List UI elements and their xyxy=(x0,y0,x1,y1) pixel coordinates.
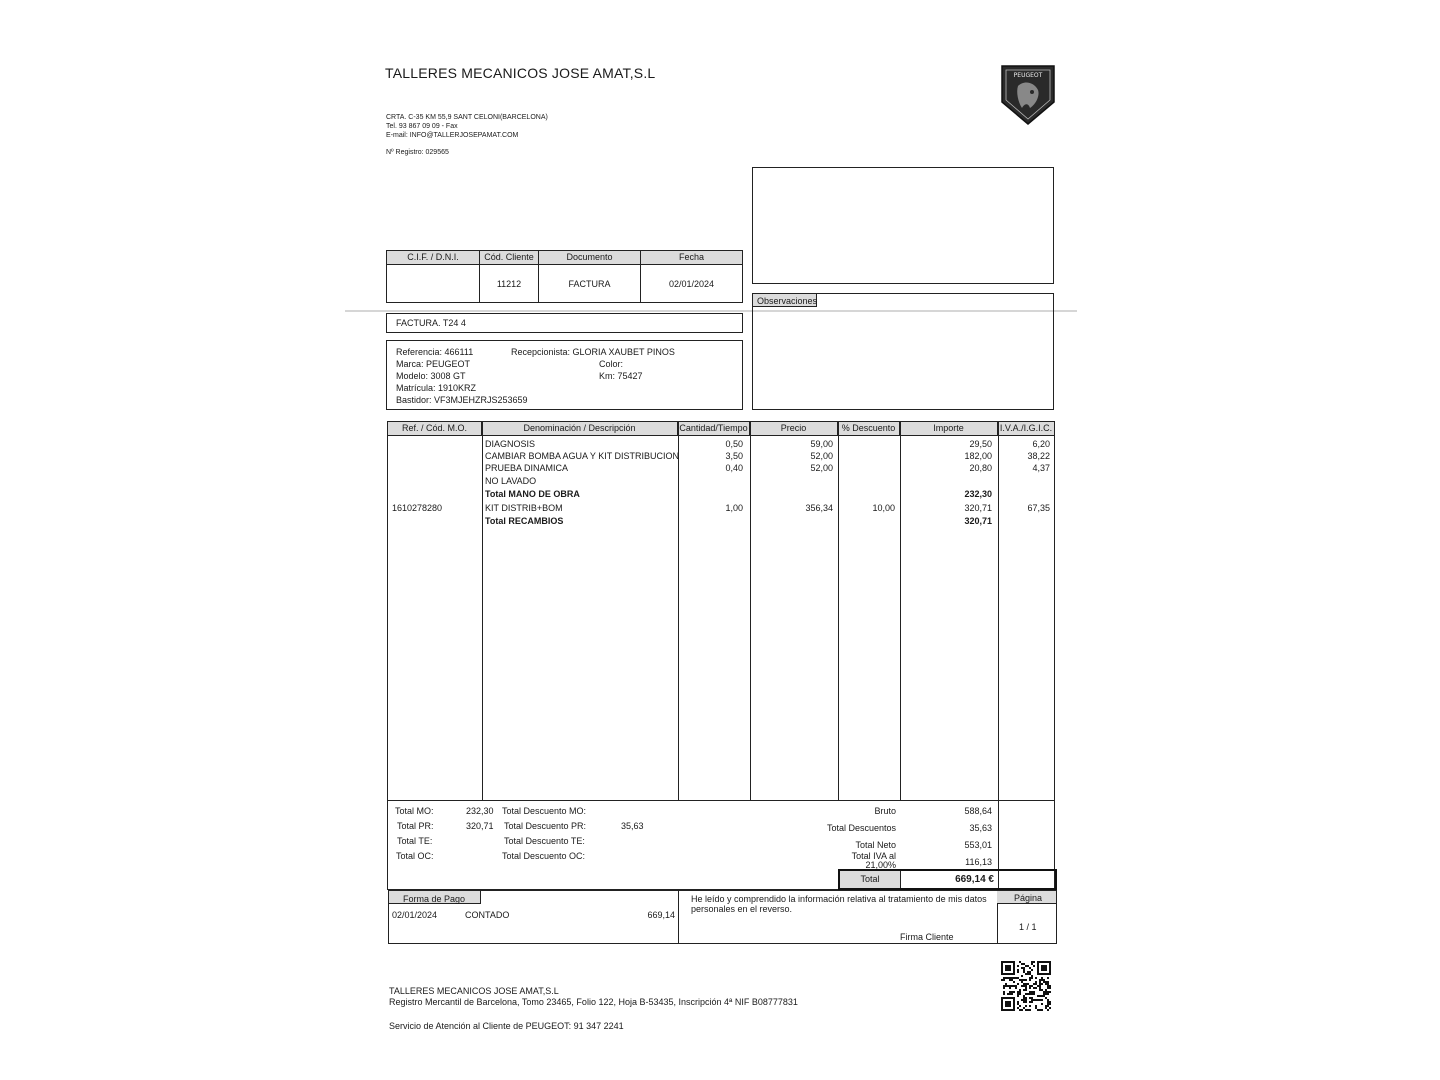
line-iva: 38,22 xyxy=(1027,451,1050,461)
neto-value: 553,01 xyxy=(964,840,992,850)
col-iva: I.V.A./I.G.I.C. xyxy=(999,423,1053,433)
header-documento: Documento xyxy=(539,251,641,264)
vehicle-matricula: Matrícula: 1910KRZ xyxy=(396,383,477,393)
firma-cliente: Firma Cliente xyxy=(900,932,954,942)
vehicle-bastidor: Bastidor: VF3MJEHZRJS253659 xyxy=(396,395,528,405)
company-email: E-mail: INFO@TALLERJOSEPAMAT.COM xyxy=(386,132,519,139)
line-desc: Total RECAMBIOS xyxy=(485,516,564,526)
line-ref: 1610278280 xyxy=(392,503,443,513)
line-disc: 10,00 xyxy=(872,503,895,513)
line-qty: 3,50 xyxy=(725,451,743,461)
line-price: 52,00 xyxy=(810,463,833,473)
line-iva: 4,37 xyxy=(1032,463,1050,473)
header-fecha: Fecha xyxy=(641,251,742,264)
total-oc-label: Total OC: xyxy=(396,851,434,861)
vehicle-color: Color: xyxy=(599,359,624,369)
line-desc: CAMBIAR BOMBA AGUA Y KIT DISTRIBUCION xyxy=(485,451,680,461)
vehicle-info-box xyxy=(386,340,743,410)
payment-box xyxy=(388,890,1057,944)
discount-oc-label: Total Descuento OC: xyxy=(502,851,586,861)
descuentos-label: Total Descuentos xyxy=(826,823,896,833)
header-cif: C.I.F. / D.N.I. xyxy=(387,251,480,264)
total-te-label: Total TE: xyxy=(397,836,433,846)
invoice-number-box xyxy=(386,313,743,333)
logo-text: PEUGEOT xyxy=(1013,72,1043,79)
footer-service: Servicio de Atención al Cliente de PEUGEOT: 91 347 2241 xyxy=(389,1021,624,1031)
payment-method: CONTADO xyxy=(465,910,510,920)
line-qty: 0,50 xyxy=(725,439,743,449)
iva-label: Total IVA al 21,00% xyxy=(851,851,896,870)
col-importe: Importe xyxy=(900,422,998,435)
line-desc: KIT DISTRIB+BOM xyxy=(485,503,563,513)
grand-total-value: 669,14 € xyxy=(901,871,999,888)
line-amount: 29,50 xyxy=(969,439,992,449)
vehicle-modelo: Modelo: 3008 GT xyxy=(396,371,466,381)
observaciones-label: Observaciones xyxy=(757,296,818,306)
line-qty: 1,00 xyxy=(725,503,743,513)
line-qty: 0,40 xyxy=(725,463,743,473)
line-iva: 67,35 xyxy=(1027,503,1050,513)
discount-te-label: Total Descuento TE: xyxy=(504,836,585,846)
grand-total-box xyxy=(838,869,1057,890)
total-pr-label: Total PR: xyxy=(397,821,434,831)
line-price: 59,00 xyxy=(810,439,833,449)
company-name: TALLERES MECANICOS JOSE AMAT,S.L xyxy=(385,65,656,81)
company-registry: Nº Registro: 029565 xyxy=(386,149,449,156)
vehicle-km: Km: 75427 xyxy=(599,371,643,381)
line-amount: 182,00 xyxy=(964,451,992,461)
pagina-label: Página xyxy=(1014,893,1043,903)
payment-amount: 669,14 xyxy=(647,910,675,920)
col-precio: Precio xyxy=(750,422,838,435)
col-descuento: % Descuento xyxy=(838,422,900,435)
total-mo-value: 232,30 xyxy=(466,806,494,816)
line-desc: NO LAVADO xyxy=(485,476,537,486)
qr-code xyxy=(1001,961,1051,1011)
col-cantidad: Cantidad/Tiempo xyxy=(678,422,750,435)
bruto-label: Bruto xyxy=(874,806,896,816)
discount-pr-value: 35,63 xyxy=(621,821,644,831)
line-price: 356,34 xyxy=(805,503,833,513)
line-amount: 232,30 xyxy=(964,489,992,499)
col-descripcion: Denominación / Descripción xyxy=(482,422,678,435)
privacy-notice: He leído y comprendido la información relativa al tratamiento de mis datos personales en el reverso. xyxy=(691,894,987,914)
footer-company: TALLERES MECANICOS JOSE AMAT,S.L xyxy=(389,986,559,996)
cod-cliente-value: 11212 xyxy=(480,265,539,303)
payment-date: 02/01/2024 xyxy=(392,910,438,920)
descuentos-value: 35,63 xyxy=(969,823,992,833)
header-cod-cliente: Cód. Cliente xyxy=(480,251,539,264)
iva-value: 116,13 xyxy=(965,857,992,867)
fecha-value: 02/01/2024 xyxy=(668,279,715,289)
company-phone: Tel. 93 867 09 09 - Fax xyxy=(386,123,458,130)
discount-mo-label: Total Descuento MO: xyxy=(502,806,587,816)
discount-pr-label: Total Descuento PR: xyxy=(504,821,587,831)
pagina-value: 1 / 1 xyxy=(1019,922,1037,932)
invoice-lines-table xyxy=(387,421,1055,801)
total-mo-label: Total MO: xyxy=(395,806,434,816)
invoice-number: FACTURA. T24 4 xyxy=(396,318,466,328)
bruto-value: 588,64 xyxy=(964,806,992,816)
footer-registry: Registro Mercantil de Barcelona, Tomo 23465, Folio 122, Hoja B-53435, Inscripción 4ª NIF B08777831 xyxy=(389,997,798,1007)
total-pr-value: 320,71 xyxy=(466,821,494,831)
line-desc: Total MANO DE OBRA xyxy=(485,489,580,499)
line-desc: PRUEBA DINAMICA xyxy=(485,463,569,473)
vehicle-recepcionista: Recepcionista: GLORIA XAUBET PINOS xyxy=(511,347,675,357)
line-price: 52,00 xyxy=(810,451,833,461)
line-amount: 320,71 xyxy=(964,503,992,513)
forma-pago-label: Forma de Pago xyxy=(403,894,466,904)
line-desc: DIAGNOSIS xyxy=(485,439,536,449)
peugeot-logo xyxy=(998,62,1058,128)
line-amount: 20,80 xyxy=(969,463,992,473)
neto-label: Total Neto xyxy=(855,840,896,850)
document-header-table xyxy=(386,250,743,303)
observaciones-box xyxy=(752,293,1054,410)
documento-value: FACTURA xyxy=(539,265,641,303)
recipient-address-box xyxy=(752,167,1054,284)
company-address: CRTA. C-35 KM 55,9 SANT CELONI(BARCELONA) xyxy=(386,114,548,121)
grand-total-label: Total xyxy=(840,871,901,888)
line-amount: 320,71 xyxy=(964,516,992,526)
col-ref: Ref. / Cód. M.O. xyxy=(388,422,482,435)
vehicle-referencia: Referencia: 466111 xyxy=(396,347,474,357)
cif-value xyxy=(387,265,480,303)
vehicle-marca: Marca: PEUGEOT xyxy=(396,359,471,369)
line-iva: 6,20 xyxy=(1032,439,1050,449)
